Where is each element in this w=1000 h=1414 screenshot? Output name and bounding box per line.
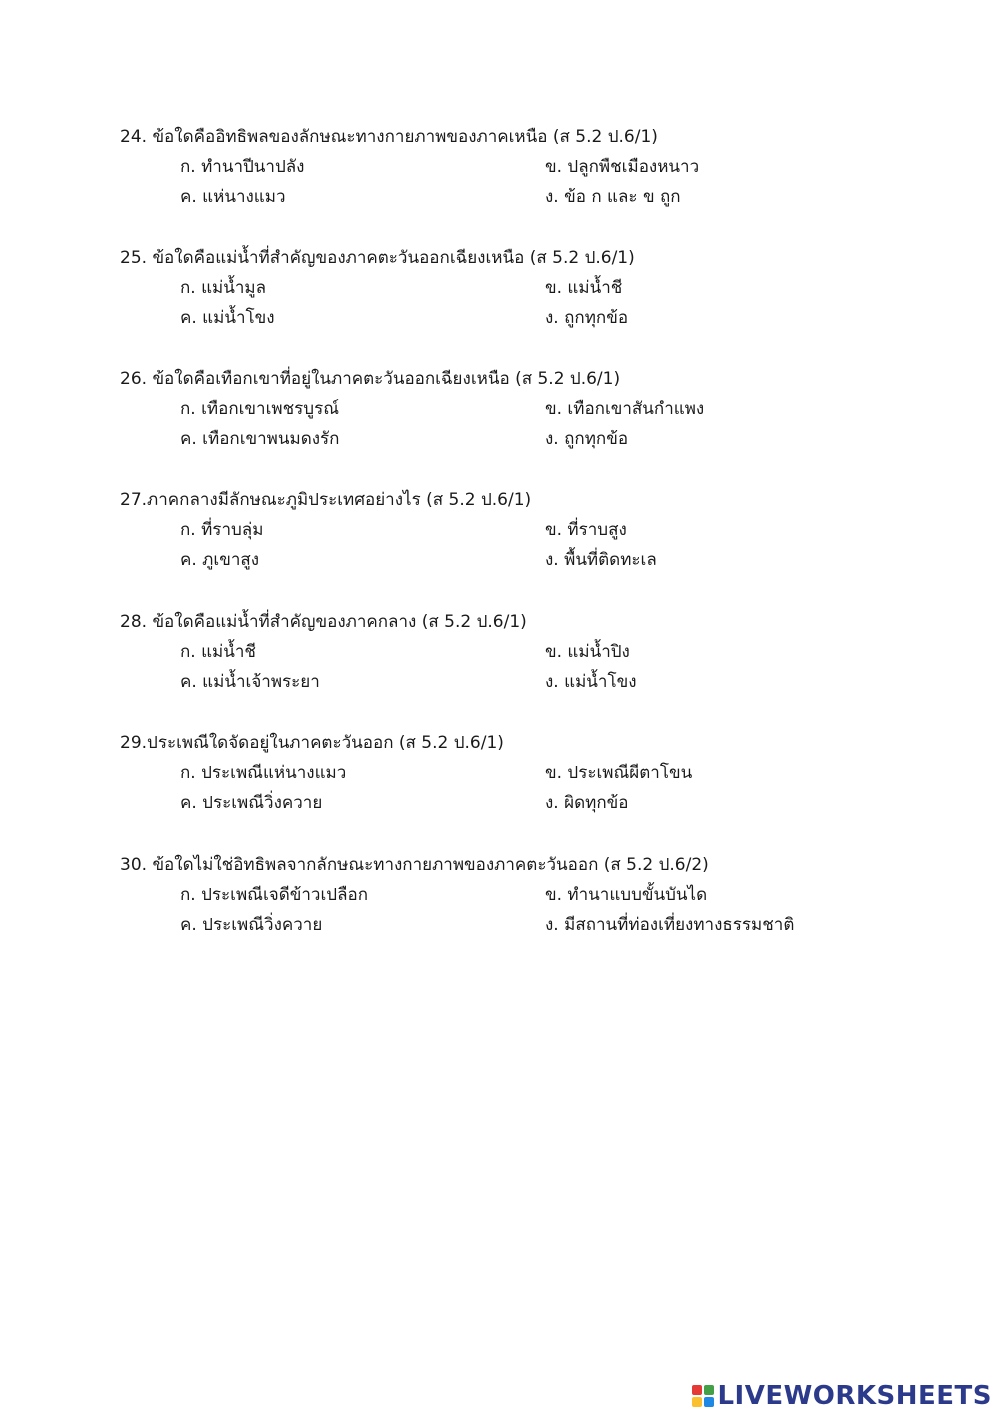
option-d: ง. มีสถานที่ท่องเที่ยงทางธรรมชาติ <box>545 915 795 935</box>
question-text: 30. ข้อใดไม่ใช่อิทธิพลจากลักษณะทางกายภาพของภาคตะวันออก (ส 5.2 ป.6/2) <box>120 855 709 875</box>
option-b: ข. ที่ราบสูง <box>545 520 627 540</box>
option-b: ข. แม่น้ำปิง <box>545 642 630 662</box>
option-a: ก. ประเพณีแห่นางแมว <box>180 763 347 783</box>
option-c: ค. แห่นางแมว <box>180 187 286 207</box>
liveworksheets-wordmark: LIVEWORKSHEETS <box>717 1381 992 1411</box>
question-text: 29.ประเพณีใดจัดอยู่ในภาคตะวันออก (ส 5.2 ป.6/1) <box>120 733 504 753</box>
logo-square-red <box>692 1385 702 1395</box>
question-28 <box>120 607 920 697</box>
option-b: ข. เทือกเขาสันกำแพง <box>545 399 705 419</box>
question-25 <box>120 243 920 333</box>
liveworksheets-brand <box>692 1382 992 1410</box>
option-c: ค. แม่น้ำเจ้าพระยา <box>180 672 320 692</box>
option-c: ค. ประเพณีวิ่งควาย <box>180 793 323 813</box>
question-text: 27.ภาคกลางมีลักษณะภูมิประเทศอย่างไร (ส 5.2 ป.6/1) <box>120 490 532 510</box>
option-c: ค. ประเพณีวิ่งควาย <box>180 915 323 935</box>
liveworksheets-logo-icon <box>692 1385 714 1407</box>
option-d: ง. แม่น้ำโขง <box>545 672 637 692</box>
option-b: ข. แม่น้ำชี <box>545 278 623 298</box>
question-text: 25. ข้อใดคือแม่น้ำที่สำคัญของภาคตะวันออกเฉียงเหนือ (ส 5.2 ป.6/1) <box>120 248 635 268</box>
option-b: ข. ประเพณีผีตาโขน <box>545 763 693 783</box>
option-a: ก. ที่ราบลุ่ม <box>180 520 264 540</box>
question-text: 24. ข้อใดคืออิทธิพลของลักษณะทางกายภาพของภาคเหนือ (ส 5.2 ป.6/1) <box>120 127 658 147</box>
option-c: ค. ภูเขาสูง <box>180 550 260 570</box>
option-d: ง. ข้อ ก และ ข ถูก <box>545 187 681 207</box>
option-d: ง. ถูกทุกข้อ <box>545 429 629 449</box>
logo-square-blue <box>704 1397 714 1407</box>
option-d: ง. พื้นที่ติดทะเล <box>545 550 657 570</box>
option-a: ก. เทือกเขาเพชรบูรณ์ <box>180 399 339 419</box>
question-text: 28. ข้อใดคือแม่น้ำที่สำคัญของภาคกลาง (ส 5.2 ป.6/1) <box>120 612 527 632</box>
option-c: ค. แม่น้ำโขง <box>180 308 275 328</box>
logo-square-green <box>704 1385 714 1395</box>
option-a: ก. แม่น้ำมูล <box>180 278 267 298</box>
question-text: 26. ข้อใดคือเทือกเขาที่อยู่ในภาคตะวันออกเฉียงเหนือ (ส 5.2 ป.6/1) <box>120 369 621 389</box>
question-24 <box>120 122 920 212</box>
option-d: ง. ผิดทุกข้อ <box>545 793 629 813</box>
option-a: ก. แม่น้ำชี <box>180 642 256 662</box>
option-d: ง. ถูกทุกข้อ <box>545 308 629 328</box>
option-a: ก. ประเพณีเจดีข้าวเปลือก <box>180 885 368 905</box>
question-29 <box>120 728 920 818</box>
question-26 <box>120 364 920 454</box>
question-30 <box>120 850 920 940</box>
option-c: ค. เทือกเขาพนมดงรัก <box>180 429 340 449</box>
question-27 <box>120 485 920 575</box>
logo-square-yellow <box>692 1397 702 1407</box>
option-b: ข. ปลูกพืชเมืองหนาว <box>545 157 700 177</box>
option-b: ข. ทำนาแบบขั้นบันได <box>545 885 708 905</box>
option-a: ก. ทำนาปีนาปลัง <box>180 157 305 177</box>
